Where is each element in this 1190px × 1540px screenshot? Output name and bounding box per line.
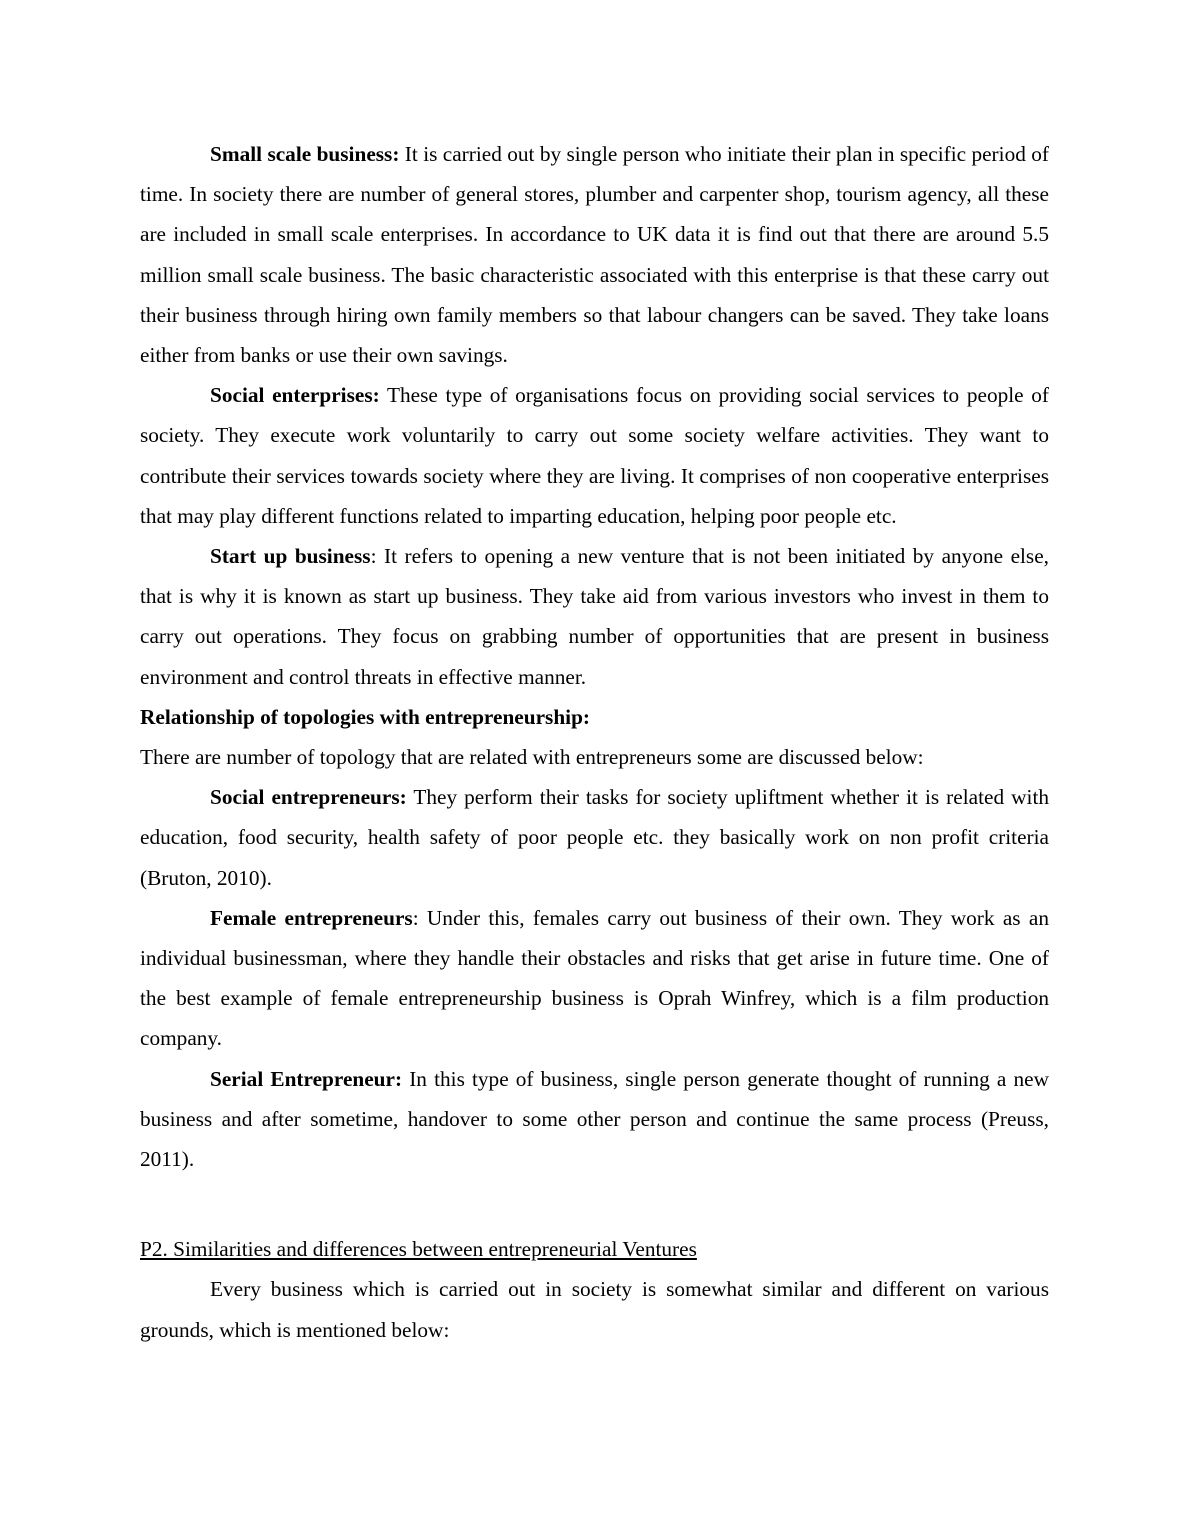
paragraph-small-scale-business — [140, 134, 1049, 375]
text-social-entrepreneurs: They perform their tasks for society upliftment whether it is related with education, food security, health safety of poor people etc. they basically work on non profit criteria (Bruton, 2010). — [140, 785, 1050, 890]
term-start-up-business: Start up business — [210, 544, 371, 569]
term-social-entrepreneurs: Social entrepreneurs: — [210, 785, 407, 810]
text-start-up-business: : It refers to opening a new venture that is not been initiated by anyone else, that is why it is known as start up business. They take aid from various investors who invest in them to carry out operations. They focus on grabbing number of opportunities that are present in business environment and control threats in effective manner. — [140, 544, 1050, 689]
term-female-entrepreneurs: Female entrepreneurs — [210, 905, 413, 930]
paragraph-start-up-business — [140, 536, 1049, 697]
document-page — [140, 134, 1049, 1350]
heading-p2-similarities-differences: P2. Similarities and differences between entrepreneurial Ventures — [140, 1237, 697, 1262]
paragraph-p2-intro: Every business which is carried out in society is somewhat similar and different on various grounds, which is mentioned below: — [140, 1277, 1049, 1342]
paragraph-social-enterprises — [140, 375, 1049, 536]
paragraph-female-entrepreneurs — [140, 898, 1049, 1059]
text-female-entrepreneurs: : Under this, females carry out business of their own. They work as an individual businessman, where they handle their obstacles and risks that get arise in future time. One of the best example of female entrepreneurship business is Oprah Winfrey, which is a film production company. — [140, 905, 1049, 1051]
text-serial-entrepreneur: In this type of business, single person generate thought of running a new business and after sometime, handover to some other person and continue the same process (Preuss, 2011). — [140, 1066, 1049, 1172]
paragraph-serial-entrepreneur — [140, 1059, 1049, 1180]
term-social-enterprises: Social enterprises: — [210, 383, 380, 408]
paragraph-topology-intro: There are number of topology that are related with entrepreneurs some are discussed below: — [140, 745, 924, 770]
text-social-enterprises: These type of organisations focus on providing social services to people of society. They execute work voluntarily to carry out some society welfare activities. They want to contribute their services towards society where they are living. It comprises of non cooperative enterprises that may play different functions related to imparting education, helping poor people etc. — [140, 383, 1049, 528]
text-small-scale-business: It is carried out by single person who initiate their plan in specific period of time. In society there are number of general stores, plumber and carpenter shop, tourism agency, all these are included in small scale enterprises. In accordance to UK data it is find out that there are around 5.5 million small scale business. The basic characteristic associated with this enterprise is that these carry out their business through hiring own family members so that labour changers can be saved. They take loans either from banks or use their own savings. — [140, 142, 1049, 368]
term-serial-entrepreneur: Serial Entrepreneur: — [210, 1066, 403, 1091]
term-small-scale-business: Small scale business: — [210, 142, 400, 166]
heading-relationship-topologies: Relationship of topologies with entrepreneurship: — [140, 704, 591, 729]
paragraph-social-entrepreneurs — [140, 777, 1049, 898]
